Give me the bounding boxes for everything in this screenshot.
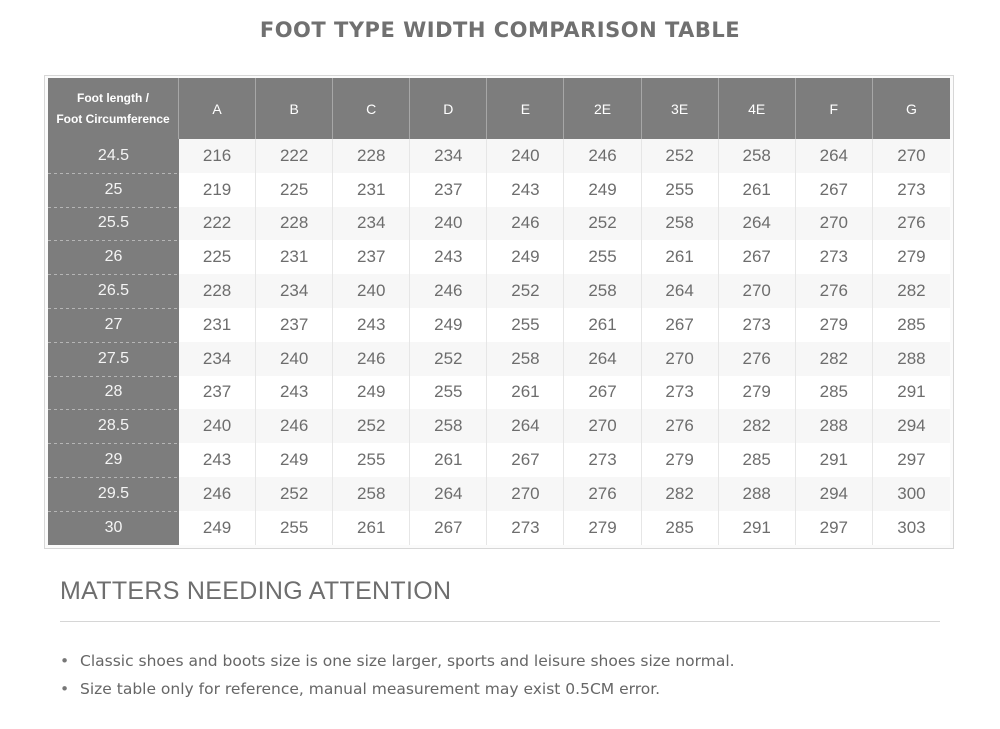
table-body [48, 139, 950, 545]
circumference-cell: 270 [873, 139, 950, 173]
circumference-cell: 240 [256, 342, 333, 376]
circumference-cell: 252 [256, 477, 333, 511]
table-row [48, 274, 950, 308]
circumference-cell: 276 [719, 342, 796, 376]
corner-header-cell [48, 78, 179, 139]
circumference-cell: 303 [873, 511, 950, 545]
circumference-cell: 249 [256, 443, 333, 477]
circumference-cell: 228 [256, 207, 333, 241]
foot-length-cell: 28 [48, 376, 179, 410]
circumference-cell: 237 [179, 376, 256, 410]
circumference-cell: 255 [410, 376, 487, 410]
section-divider [60, 621, 940, 622]
circumference-cell: 282 [873, 274, 950, 308]
circumference-cell: 258 [333, 477, 410, 511]
circumference-cell: 285 [642, 511, 719, 545]
circumference-cell: 288 [719, 477, 796, 511]
circumference-cell: 270 [642, 342, 719, 376]
attention-notes [60, 650, 735, 706]
bullet-icon: • [60, 680, 70, 698]
column-header-3e: 3E [642, 78, 719, 139]
circumference-cell: 249 [410, 308, 487, 342]
circumference-cell: 273 [564, 443, 641, 477]
circumference-cell: 255 [487, 308, 564, 342]
circumference-cell: 270 [487, 477, 564, 511]
circumference-cell: 267 [564, 376, 641, 410]
circumference-cell: 261 [719, 173, 796, 207]
circumference-cell: 267 [796, 173, 873, 207]
circumference-cell: 267 [410, 511, 487, 545]
circumference-cell: 252 [487, 274, 564, 308]
circumference-cell: 258 [642, 207, 719, 241]
circumference-cell: 279 [719, 376, 796, 410]
circumference-cell: 237 [410, 173, 487, 207]
circumference-cell: 225 [256, 173, 333, 207]
circumference-cell: 276 [642, 409, 719, 443]
circumference-cell: 237 [333, 240, 410, 274]
circumference-cell: 297 [873, 443, 950, 477]
foot-length-cell: 26 [48, 240, 179, 274]
circumference-cell: 261 [410, 443, 487, 477]
circumference-cell: 249 [487, 240, 564, 274]
circumference-cell: 240 [487, 139, 564, 173]
circumference-cell: 261 [333, 511, 410, 545]
circumference-cell: 222 [256, 139, 333, 173]
foot-length-cell: 26.5 [48, 274, 179, 308]
circumference-cell: 237 [256, 308, 333, 342]
circumference-cell: 252 [333, 409, 410, 443]
circumference-cell: 228 [179, 274, 256, 308]
foot-length-cell: 29 [48, 443, 179, 477]
circumference-cell: 246 [410, 274, 487, 308]
circumference-cell: 258 [564, 274, 641, 308]
column-header-4e: 4E [719, 78, 796, 139]
table-row [48, 409, 950, 443]
circumference-cell: 225 [179, 240, 256, 274]
circumference-cell: 270 [719, 274, 796, 308]
foot-length-cell: 29.5 [48, 477, 179, 511]
circumference-cell: 273 [873, 173, 950, 207]
circumference-cell: 228 [333, 139, 410, 173]
circumference-cell: 255 [564, 240, 641, 274]
circumference-cell: 276 [796, 274, 873, 308]
note-text: Classic shoes and boots size is one size larger, sports and leisure shoes size normal. [80, 652, 735, 670]
column-header-a: A [179, 78, 256, 139]
circumference-cell: 285 [719, 443, 796, 477]
attention-heading: MATTERS NEEDING ATTENTION [60, 577, 452, 605]
circumference-cell: 264 [796, 139, 873, 173]
circumference-cell: 252 [642, 139, 719, 173]
column-header-d: D [410, 78, 487, 139]
foot-length-cell: 30 [48, 511, 179, 545]
circumference-cell: 294 [796, 477, 873, 511]
note-item [60, 650, 735, 678]
circumference-cell: 240 [179, 409, 256, 443]
circumference-cell: 267 [642, 308, 719, 342]
circumference-cell: 285 [873, 308, 950, 342]
circumference-cell: 264 [487, 409, 564, 443]
circumference-cell: 297 [796, 511, 873, 545]
circumference-cell: 270 [796, 207, 873, 241]
circumference-cell: 240 [333, 274, 410, 308]
circumference-cell: 243 [487, 173, 564, 207]
circumference-cell: 267 [719, 240, 796, 274]
table-row [48, 376, 950, 410]
circumference-cell: 243 [333, 308, 410, 342]
circumference-cell: 279 [564, 511, 641, 545]
circumference-cell: 282 [719, 409, 796, 443]
circumference-cell: 291 [873, 376, 950, 410]
note-text: Size table only for reference, manual measurement may exist 0.5CM error. [80, 680, 661, 698]
circumference-cell: 288 [796, 409, 873, 443]
table-row [48, 240, 950, 274]
circumference-cell: 255 [333, 443, 410, 477]
column-header-f: F [796, 78, 873, 139]
circumference-cell: 291 [796, 443, 873, 477]
circumference-cell: 234 [333, 207, 410, 241]
circumference-cell: 270 [564, 409, 641, 443]
circumference-cell: 252 [564, 207, 641, 241]
circumference-cell: 258 [410, 409, 487, 443]
circumference-cell: 261 [642, 240, 719, 274]
table-row [48, 308, 950, 342]
circumference-cell: 279 [642, 443, 719, 477]
circumference-cell: 276 [873, 207, 950, 241]
circumference-cell: 273 [487, 511, 564, 545]
column-header-e: E [487, 78, 564, 139]
circumference-cell: 246 [179, 477, 256, 511]
column-header-b: B [256, 78, 333, 139]
foot-length-cell: 25.5 [48, 207, 179, 241]
table-row [48, 207, 950, 241]
column-header-c: C [333, 78, 410, 139]
circumference-cell: 255 [256, 511, 333, 545]
column-header-g: G [873, 78, 950, 139]
note-item [60, 678, 735, 706]
circumference-cell: 231 [256, 240, 333, 274]
foot-length-cell: 27 [48, 308, 179, 342]
circumference-cell: 258 [487, 342, 564, 376]
circumference-cell: 288 [873, 342, 950, 376]
circumference-cell: 261 [564, 308, 641, 342]
page-title: FOOT TYPE WIDTH COMPARISON TABLE [259, 18, 741, 42]
circumference-cell: 216 [179, 139, 256, 173]
circumference-cell: 249 [179, 511, 256, 545]
table-row [48, 477, 950, 511]
table-row [48, 511, 950, 545]
circumference-cell: 294 [873, 409, 950, 443]
width-comparison-table [48, 78, 950, 545]
circumference-cell: 246 [487, 207, 564, 241]
circumference-cell: 282 [796, 342, 873, 376]
circumference-cell: 219 [179, 173, 256, 207]
corner-label-circumference: Foot Circumference [56, 111, 170, 126]
foot-length-cell: 28.5 [48, 409, 179, 443]
circumference-cell: 246 [564, 139, 641, 173]
circumference-cell: 282 [642, 477, 719, 511]
circumference-cell: 273 [719, 308, 796, 342]
circumference-cell: 222 [179, 207, 256, 241]
circumference-cell: 300 [873, 477, 950, 511]
foot-length-cell: 25 [48, 173, 179, 207]
table-row [48, 443, 950, 477]
circumference-cell: 234 [410, 139, 487, 173]
corner-label-length: Foot length / [77, 90, 149, 105]
table-header-row [48, 78, 950, 139]
width-comparison-table-container [44, 75, 954, 549]
circumference-cell: 243 [410, 240, 487, 274]
circumference-cell: 234 [179, 342, 256, 376]
circumference-cell: 279 [796, 308, 873, 342]
circumference-cell: 246 [333, 342, 410, 376]
circumference-cell: 255 [642, 173, 719, 207]
circumference-cell: 273 [642, 376, 719, 410]
foot-length-cell: 24.5 [48, 139, 179, 173]
table-row [48, 342, 950, 376]
circumference-cell: 264 [410, 477, 487, 511]
column-header-2e: 2E [564, 78, 641, 139]
bullet-icon: • [60, 652, 70, 670]
circumference-cell: 279 [873, 240, 950, 274]
circumference-cell: 261 [487, 376, 564, 410]
circumference-cell: 249 [564, 173, 641, 207]
circumference-cell: 264 [564, 342, 641, 376]
foot-length-cell: 27.5 [48, 342, 179, 376]
circumference-cell: 264 [719, 207, 796, 241]
circumference-cell: 273 [796, 240, 873, 274]
circumference-cell: 243 [256, 376, 333, 410]
circumference-cell: 285 [796, 376, 873, 410]
circumference-cell: 258 [719, 139, 796, 173]
circumference-cell: 252 [410, 342, 487, 376]
circumference-cell: 243 [179, 443, 256, 477]
circumference-cell: 240 [410, 207, 487, 241]
circumference-cell: 234 [256, 274, 333, 308]
circumference-cell: 231 [179, 308, 256, 342]
circumference-cell: 231 [333, 173, 410, 207]
circumference-cell: 291 [719, 511, 796, 545]
circumference-cell: 264 [642, 274, 719, 308]
circumference-cell: 276 [564, 477, 641, 511]
circumference-cell: 267 [487, 443, 564, 477]
circumference-cell: 249 [333, 376, 410, 410]
table-row [48, 139, 950, 173]
table-row [48, 173, 950, 207]
circumference-cell: 246 [256, 409, 333, 443]
